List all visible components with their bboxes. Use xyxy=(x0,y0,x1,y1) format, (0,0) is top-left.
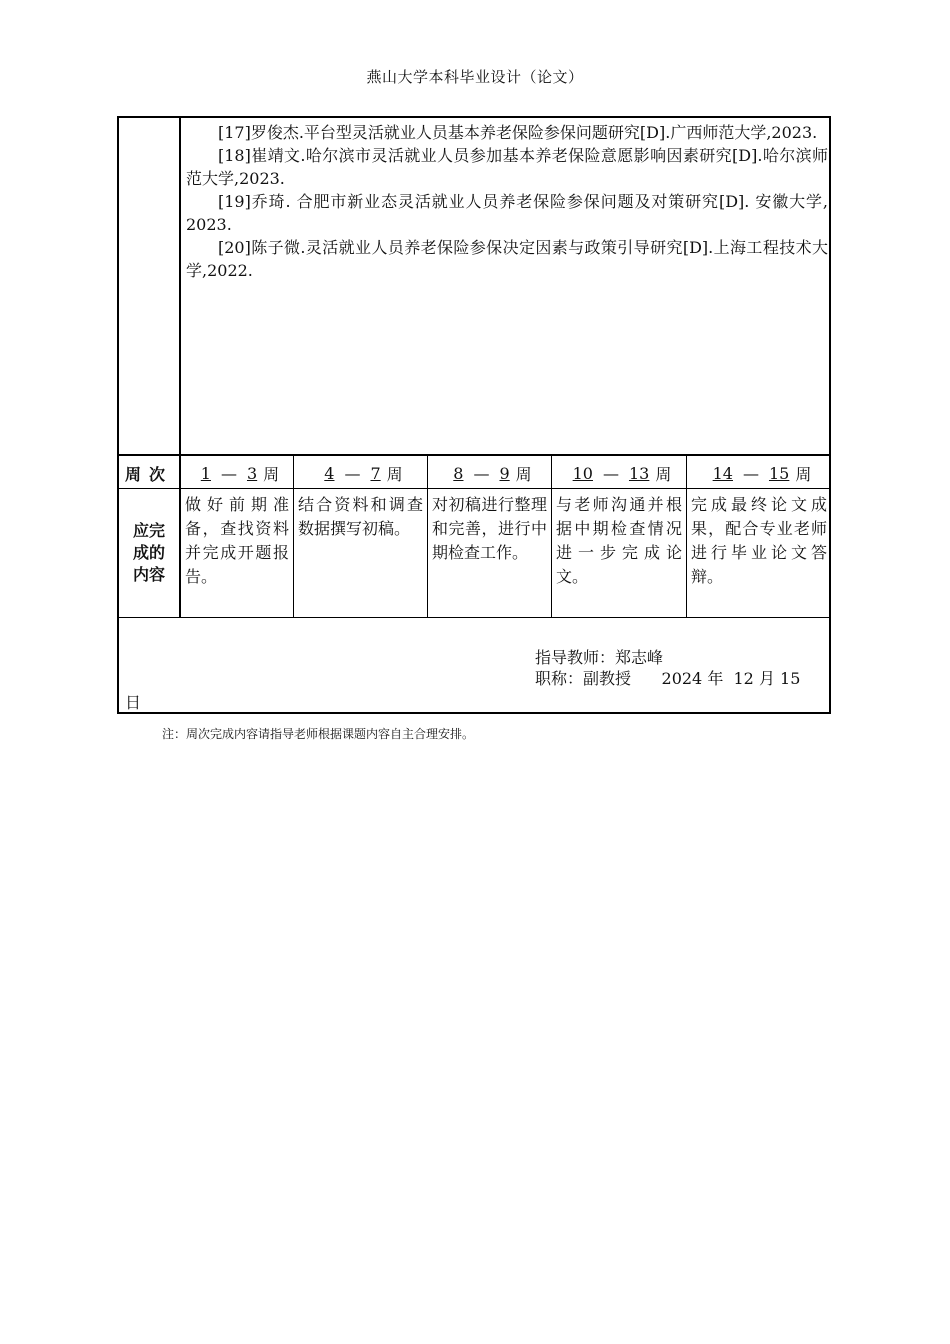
week-unit: 周 xyxy=(515,464,532,484)
page-header: 燕山大学本科毕业设计（论文） xyxy=(366,68,584,86)
reference-item: [18]崔靖文.哈尔滨市灵活就业人员参加基本养老保险意愿影响因素研究[D].哈尔滨师范大学,2023. xyxy=(186,146,828,188)
advisor-title-date: 职称：副教授 2024 年 12 月 15 xyxy=(535,669,801,688)
task-cell: 与老师沟通并根据中期检查情况进一步完成论文。 xyxy=(556,495,682,586)
footnote: 注：周次完成内容请指导老师根据课题内容自主合理安排。 xyxy=(162,727,475,741)
content-header-label xyxy=(119,520,179,586)
week-unit: 周 xyxy=(386,464,403,484)
week-start: 1 xyxy=(200,463,211,483)
week-range xyxy=(294,458,427,488)
divider xyxy=(179,116,181,618)
week-end: 13 xyxy=(628,463,650,483)
task-cell: 对初稿进行整理和完善，进行中期检查工作。 xyxy=(432,495,547,562)
week-start: 10 xyxy=(572,463,593,483)
week-unit: 周 xyxy=(795,464,812,484)
advisor-name: 指导教师：郑志峰 xyxy=(535,648,664,667)
week-dash: — xyxy=(344,463,361,483)
date-day-suffix: 日 xyxy=(125,693,142,712)
divider xyxy=(117,488,831,489)
week-range xyxy=(428,458,551,488)
content-label-text: 应完成的内容 xyxy=(132,521,165,584)
task-cell: 结合资料和调查数据撰写初稿。 xyxy=(298,495,423,538)
divider xyxy=(117,454,831,456)
week-range xyxy=(687,458,831,488)
task-cell: 完成最终论文成果，配合专业老师进行毕业论文答辩。 xyxy=(691,495,827,586)
week-dash: — xyxy=(602,463,619,483)
reference-item: [20]陈子微.灵活就业人员养老保险参保决定因素与政策引导研究[D].上海工程技术大学,2022. xyxy=(186,238,828,280)
reference-list xyxy=(186,121,828,282)
week-end: 3 xyxy=(246,463,258,483)
week-start: 4 xyxy=(324,463,335,483)
task-cell: 做好前期准备，查找资料并完成开题报告。 xyxy=(185,495,289,586)
week-start: 8 xyxy=(453,463,464,483)
week-unit: 周 xyxy=(263,464,280,484)
week-end: 9 xyxy=(499,463,510,483)
reference-item: [19]乔琦. 合肥市新业态灵活就业人员养老保险参保问题及对策研究[D]. 安徽大学, 2023. xyxy=(186,192,828,234)
week-end: 15 xyxy=(768,463,790,483)
week-header-label: 周次 xyxy=(124,464,173,484)
week-dash: — xyxy=(473,463,490,483)
week-dash: — xyxy=(742,463,759,483)
reference-item: [17]罗俊杰.平台型灵活就业人员基本养老保险参保问题研究[D].广西师范大学,2023. xyxy=(218,123,818,142)
week-dash: — xyxy=(220,463,237,483)
week-start: 14 xyxy=(712,463,733,483)
divider xyxy=(117,617,831,618)
week-range xyxy=(552,458,686,488)
week-end: 7 xyxy=(370,463,381,483)
week-unit: 周 xyxy=(655,464,672,484)
week-range xyxy=(181,458,293,488)
